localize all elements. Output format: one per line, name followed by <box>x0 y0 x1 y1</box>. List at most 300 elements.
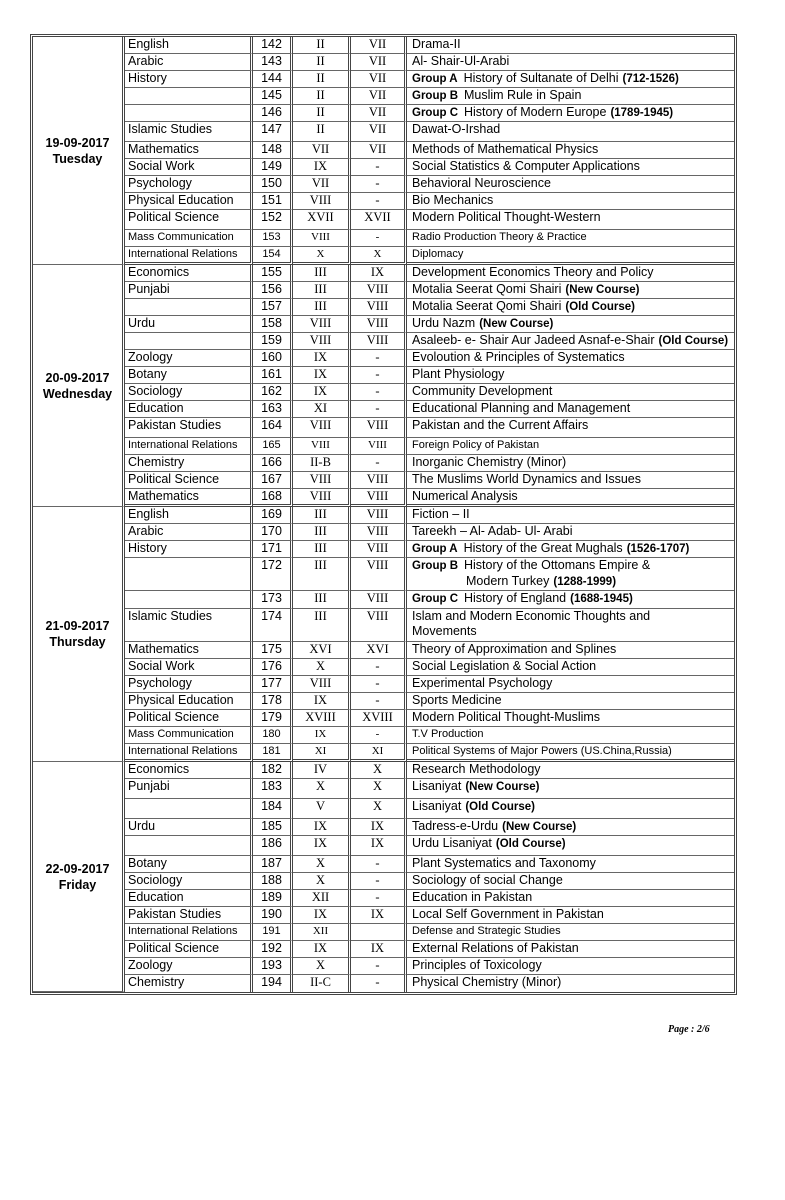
paper-title-cell <box>407 122 734 142</box>
paper-title-cell <box>407 975 734 992</box>
subject-cell: Physical Education <box>125 693 253 710</box>
table-row <box>33 856 734 873</box>
paper-title-cell <box>407 890 734 907</box>
subject-cell: Pakistan Studies <box>125 907 253 924</box>
semester-cell: III <box>293 507 351 524</box>
exam-date: 20-09-2017 <box>45 370 110 385</box>
semester-cell: VIII <box>293 489 351 507</box>
paper-title-cell <box>407 762 734 779</box>
semester-alt-cell: XVI <box>351 642 407 659</box>
table-row <box>33 142 734 159</box>
paper-title-cell <box>407 299 734 316</box>
paper-title: Urdu Lisaniyat <box>412 836 492 850</box>
paper-title-cell <box>407 609 734 642</box>
paper-title-cell <box>407 642 734 659</box>
paper-title-cell <box>407 799 734 819</box>
semester-cell: VIII <box>293 472 351 489</box>
subject-cell: International Relations <box>125 247 253 265</box>
subject-cell: History <box>125 71 253 88</box>
paper-code-cell: 154 <box>253 247 293 265</box>
semester-alt-cell: IX <box>351 819 407 836</box>
table-row <box>33 299 734 316</box>
semester-cell: III <box>293 524 351 541</box>
table-row <box>33 384 734 401</box>
paper-title: Defense and Strategic Studies <box>412 925 561 937</box>
semester-alt-cell: - <box>351 176 407 193</box>
semester-alt-cell: - <box>351 856 407 873</box>
course-note: (1526-1707) <box>626 543 690 555</box>
paper-title-cell <box>407 541 734 558</box>
paper-title: Research Methodology <box>412 762 541 776</box>
semester-alt-cell: - <box>351 159 407 176</box>
semester-alt-cell: X <box>351 779 407 799</box>
paper-title-cell <box>407 727 734 744</box>
paper-code-cell: 174 <box>253 609 293 642</box>
semester-cell: X <box>293 779 351 799</box>
paper-title-cell <box>407 819 734 836</box>
semester-alt-cell: - <box>351 659 407 676</box>
table-row <box>33 37 734 54</box>
paper-code-cell: 169 <box>253 507 293 524</box>
paper-title: External Relations of Pakistan <box>412 941 579 955</box>
semester-alt-cell: VIII <box>351 299 407 316</box>
paper-code-cell: 166 <box>253 455 293 472</box>
subject-cell: Mass Communication <box>125 230 253 247</box>
table-row <box>33 924 734 941</box>
paper-code-cell: 171 <box>253 541 293 558</box>
paper-code-cell: 187 <box>253 856 293 873</box>
course-note: (New Course) <box>565 284 640 296</box>
semester-alt-cell: XI <box>351 744 407 762</box>
semester-cell: II <box>293 54 351 71</box>
semester-cell: X <box>293 873 351 890</box>
subject-cell: Psychology <box>125 176 253 193</box>
paper-title: Tadress-e-Urdu <box>412 819 499 833</box>
exam-weekday: Tuesday <box>52 151 103 166</box>
paper-code-cell: 146 <box>253 105 293 122</box>
paper-code-cell: 190 <box>253 907 293 924</box>
semester-cell: IX <box>293 819 351 836</box>
semester-alt-cell: - <box>351 455 407 472</box>
paper-code-cell: 155 <box>253 265 293 282</box>
table-row <box>33 659 734 676</box>
semester-alt-cell: VII <box>351 37 407 54</box>
table-row <box>33 744 734 762</box>
subject-cell: Education <box>125 890 253 907</box>
semester-cell: XVIII <box>293 710 351 727</box>
paper-title-cell <box>407 489 734 507</box>
paper-title-cell <box>407 418 734 438</box>
paper-code-cell: 161 <box>253 367 293 384</box>
group-label: Group B <box>412 90 458 102</box>
semester-cell: III <box>293 541 351 558</box>
paper-title-cell <box>407 401 734 418</box>
paper-title-cell <box>407 941 734 958</box>
subject-cell: Psychology <box>125 676 253 693</box>
paper-title-cell <box>407 282 734 299</box>
semester-cell: II <box>293 105 351 122</box>
paper-code-cell: 172 <box>253 558 293 591</box>
paper-title: Sports Medicine <box>412 693 502 707</box>
table-row <box>33 890 734 907</box>
paper-title: Drama-II <box>412 37 461 51</box>
semester-alt-cell: VIII <box>351 438 407 455</box>
paper-code-cell: 159 <box>253 333 293 350</box>
paper-code-cell: 167 <box>253 472 293 489</box>
subject-cell: Sociology <box>125 384 253 401</box>
paper-title: Evoloution & Principles of Systematics <box>412 350 625 364</box>
paper-code-cell: 185 <box>253 819 293 836</box>
subject-cell: Arabic <box>125 524 253 541</box>
paper-title-cell <box>407 710 734 727</box>
paper-title-line2 <box>412 574 731 590</box>
semester-alt-cell <box>351 924 407 941</box>
table-row <box>33 210 734 230</box>
paper-code-cell: 188 <box>253 873 293 890</box>
paper-title-cell <box>407 873 734 890</box>
subject-cell: Mathematics <box>125 642 253 659</box>
semester-cell: XII <box>293 890 351 907</box>
paper-title: T.V Production <box>412 728 484 740</box>
paper-title: Radio Production Theory & Practice <box>412 231 587 243</box>
paper-title-cell <box>407 384 734 401</box>
table-row <box>33 836 734 856</box>
subject-cell: Economics <box>125 762 253 779</box>
paper-title-cell <box>407 924 734 941</box>
paper-title-cell <box>407 856 734 873</box>
table-row <box>33 489 734 507</box>
semester-cell: IX <box>293 836 351 856</box>
table-row <box>33 941 734 958</box>
paper-code-cell: 145 <box>253 88 293 105</box>
paper-code-cell: 177 <box>253 676 293 693</box>
paper-title-cell <box>407 438 734 455</box>
semester-alt-cell: VIII <box>351 507 407 524</box>
table-row <box>33 710 734 727</box>
semester-cell: IX <box>293 367 351 384</box>
paper-code-cell: 194 <box>253 975 293 992</box>
table-row <box>33 316 734 333</box>
subject-cell: Mathematics <box>125 489 253 507</box>
semester-cell: X <box>293 659 351 676</box>
subject-cell: Political Science <box>125 710 253 727</box>
table-row <box>33 642 734 659</box>
subject-cell: Chemistry <box>125 975 253 992</box>
paper-title-cell <box>407 558 734 591</box>
semester-alt-cell: X <box>351 247 407 265</box>
table-row <box>33 247 734 265</box>
paper-title: The Muslims World Dynamics and Issues <box>412 472 642 486</box>
subject-cell: Botany <box>125 856 253 873</box>
semester-alt-cell: - <box>351 975 407 992</box>
paper-title: Sociology of social Change <box>412 873 563 887</box>
group-label: Group C <box>412 107 458 119</box>
semester-cell: II <box>293 37 351 54</box>
semester-cell: XI <box>293 744 351 762</box>
paper-title-cell <box>407 316 734 333</box>
subject-cell: Urdu <box>125 316 253 333</box>
semester-cell: II <box>293 88 351 105</box>
semester-cell: IX <box>293 941 351 958</box>
semester-alt-cell: VII <box>351 105 407 122</box>
table-row <box>33 676 734 693</box>
paper-code-cell: 189 <box>253 890 293 907</box>
paper-title: Diplomacy <box>412 248 464 260</box>
paper-code-cell: 183 <box>253 779 293 799</box>
paper-title: Educational Planning and Management <box>412 401 631 415</box>
exam-weekday: Wednesday <box>42 386 113 401</box>
course-note: (Old Course) <box>495 838 566 850</box>
subject-cell <box>125 105 253 122</box>
semester-cell: X <box>293 856 351 873</box>
paper-title: History of Sultanate of Delhi <box>463 71 619 85</box>
table-row <box>33 762 734 779</box>
paper-title-cell <box>407 210 734 230</box>
table-row <box>33 333 734 350</box>
semester-cell: VIII <box>293 193 351 210</box>
semester-alt-cell: - <box>351 193 407 210</box>
paper-title: Islam and Modern Economic Thoughts and <box>412 609 651 623</box>
subject-cell: Chemistry <box>125 455 253 472</box>
paper-code-cell: 149 <box>253 159 293 176</box>
semester-alt-cell: - <box>351 676 407 693</box>
paper-code-cell: 157 <box>253 299 293 316</box>
paper-title: Inorganic Chemistry (Minor) <box>412 455 567 469</box>
paper-title-cell <box>407 37 734 54</box>
paper-code-cell: 176 <box>253 659 293 676</box>
table-row <box>33 159 734 176</box>
paper-title-cell <box>407 472 734 489</box>
subject-cell: International Relations <box>125 438 253 455</box>
semester-cell: XI <box>293 401 351 418</box>
paper-code-cell: 191 <box>253 924 293 941</box>
paper-title-cell <box>407 958 734 975</box>
paper-code-cell: 158 <box>253 316 293 333</box>
course-note: (New Course) <box>502 821 577 833</box>
day-cell <box>33 762 125 992</box>
paper-code-cell: 150 <box>253 176 293 193</box>
paper-title-cell <box>407 744 734 762</box>
course-note: (New Course) <box>479 318 554 330</box>
semester-cell: VIII <box>293 438 351 455</box>
paper-title: Foreign Policy of Pakistan <box>412 439 540 451</box>
paper-title-cell <box>407 907 734 924</box>
semester-cell: III <box>293 299 351 316</box>
table-row <box>33 609 734 642</box>
semester-alt-cell: VIII <box>351 558 407 591</box>
semester-cell: VIII <box>293 316 351 333</box>
table-row <box>33 193 734 210</box>
table-row <box>33 693 734 710</box>
table-row <box>33 54 734 71</box>
paper-code-cell: 186 <box>253 836 293 856</box>
subject-cell <box>125 558 253 591</box>
paper-title: Motalia Seerat Qomi Shairi <box>412 282 562 296</box>
paper-title-cell <box>407 54 734 71</box>
paper-code-cell: 180 <box>253 727 293 744</box>
paper-code-cell: 152 <box>253 210 293 230</box>
semester-cell: II <box>293 71 351 88</box>
semester-cell: VII <box>293 142 351 159</box>
semester-alt-cell: VII <box>351 122 407 142</box>
paper-title-line2 <box>412 624 731 639</box>
paper-title: Lisaniyat <box>412 799 462 813</box>
semester-cell: VIII <box>293 676 351 693</box>
semester-alt-cell: IX <box>351 907 407 924</box>
paper-title: History of the Ottomans Empire & <box>464 558 651 572</box>
semester-cell: VIII <box>293 333 351 350</box>
paper-title-cell <box>407 455 734 472</box>
paper-code-cell: 163 <box>253 401 293 418</box>
table-row <box>33 975 734 992</box>
semester-alt-cell: IX <box>351 941 407 958</box>
table-row <box>33 367 734 384</box>
table-row <box>33 438 734 455</box>
paper-title: Physical Chemistry (Minor) <box>412 975 562 989</box>
paper-code-cell: 142 <box>253 37 293 54</box>
paper-title-cell <box>407 693 734 710</box>
paper-code-cell: 175 <box>253 642 293 659</box>
subject-cell <box>125 88 253 105</box>
table-row <box>33 541 734 558</box>
paper-code-cell: 184 <box>253 799 293 819</box>
paper-title-cell <box>407 676 734 693</box>
subject-cell: Zoology <box>125 350 253 367</box>
paper-title: Motalia Seerat Qomi Shairi <box>412 299 562 313</box>
paper-code-cell: 144 <box>253 71 293 88</box>
semester-cell: IX <box>293 727 351 744</box>
paper-title-cell <box>407 350 734 367</box>
paper-title: Bio Mechanics <box>412 193 494 207</box>
table-row <box>33 472 734 489</box>
paper-title-cell <box>407 659 734 676</box>
subject-cell: Mass Communication <box>125 727 253 744</box>
semester-alt-cell: VIII <box>351 524 407 541</box>
course-note: (1789-1945) <box>610 107 674 119</box>
course-note: (Old Course) <box>658 335 729 347</box>
semester-cell: X <box>293 958 351 975</box>
table-row <box>33 350 734 367</box>
semester-cell: III <box>293 265 351 282</box>
semester-cell: XVII <box>293 210 351 230</box>
paper-title: Political Systems of Major Powers (US.China,Russia) <box>412 745 672 757</box>
semester-cell: III <box>293 591 351 609</box>
semester-alt-cell: VIII <box>351 316 407 333</box>
semester-cell: III <box>293 609 351 642</box>
semester-alt-cell: - <box>351 401 407 418</box>
semester-alt-cell: VIII <box>351 282 407 299</box>
table-row <box>33 418 734 438</box>
semester-alt-cell: VII <box>351 54 407 71</box>
semester-alt-cell: VIII <box>351 418 407 438</box>
paper-title-cell <box>407 836 734 856</box>
subject-cell: International Relations <box>125 924 253 941</box>
paper-title-cell <box>407 71 734 88</box>
subject-cell: Arabic <box>125 54 253 71</box>
paper-title: Development Economics Theory and Policy <box>412 265 654 279</box>
subject-cell: History <box>125 541 253 558</box>
subject-cell: Social Work <box>125 159 253 176</box>
table-row <box>33 873 734 890</box>
table-row <box>33 230 734 247</box>
table-row <box>33 524 734 541</box>
paper-title: Modern Political Thought-Muslims <box>412 710 601 724</box>
semester-alt-cell: - <box>351 693 407 710</box>
subject-cell <box>125 591 253 609</box>
subject-cell: Social Work <box>125 659 253 676</box>
table-row <box>33 88 734 105</box>
course-note: (1688-1945) <box>570 593 633 605</box>
semester-alt-cell: - <box>351 350 407 367</box>
paper-title: Education in Pakistan <box>412 890 533 904</box>
semester-alt-cell: VIII <box>351 472 407 489</box>
day-cell <box>33 265 125 507</box>
exam-weekday: Thursday <box>49 635 106 649</box>
subject-cell: Botany <box>125 367 253 384</box>
subject-cell <box>125 333 253 350</box>
semester-alt-cell: - <box>351 890 407 907</box>
exam-date: 19-09-2017 <box>45 135 110 150</box>
subject-cell: English <box>125 37 253 54</box>
page-number: Page : 2/6 <box>668 1024 710 1035</box>
semester-alt-cell: - <box>351 727 407 744</box>
paper-code-cell: 153 <box>253 230 293 247</box>
subject-cell: Economics <box>125 265 253 282</box>
semester-alt-cell: VIII <box>351 591 407 609</box>
paper-title: Al- Shair-Ul-Arabi <box>412 54 510 68</box>
day-cell <box>33 507 125 762</box>
paper-title-cell <box>407 193 734 210</box>
paper-title-cell <box>407 524 734 541</box>
paper-title: Social Legislation & Social Action <box>412 659 597 673</box>
paper-code-cell: 165 <box>253 438 293 455</box>
subject-cell: Zoology <box>125 958 253 975</box>
semester-cell: X <box>293 247 351 265</box>
paper-code-cell: 182 <box>253 762 293 779</box>
subject-cell <box>125 799 253 819</box>
semester-alt-cell: VIII <box>351 489 407 507</box>
subject-cell: Islamic Studies <box>125 122 253 142</box>
paper-title: Methods of Mathematical Physics <box>412 142 599 156</box>
subject-cell: Mathematics <box>125 142 253 159</box>
semester-cell: IX <box>293 693 351 710</box>
course-note: (712-1526) <box>622 73 679 85</box>
subject-cell: International Relations <box>125 744 253 762</box>
table-row <box>33 819 734 836</box>
paper-code-cell: 148 <box>253 142 293 159</box>
semester-cell: IX <box>293 384 351 401</box>
semester-alt-cell: - <box>351 367 407 384</box>
paper-title: Pakistan and the Current Affairs <box>412 418 589 432</box>
paper-title-cont: Modern Turkey <box>466 574 550 588</box>
subject-cell <box>125 836 253 856</box>
semester-cell: IX <box>293 159 351 176</box>
paper-code-cell: 193 <box>253 958 293 975</box>
paper-code-cell: 147 <box>253 122 293 142</box>
group-label: Group A <box>412 73 458 85</box>
table-row <box>33 779 734 799</box>
table-row <box>33 507 734 524</box>
paper-title-cell <box>407 367 734 384</box>
group-label: Group C <box>412 593 458 605</box>
paper-title-cell <box>407 507 734 524</box>
paper-title: Experimental Psychology <box>412 676 553 690</box>
subject-cell: Political Science <box>125 210 253 230</box>
table-row <box>33 265 734 282</box>
subject-cell <box>125 299 253 316</box>
subject-cell: Urdu <box>125 819 253 836</box>
table-row <box>33 282 734 299</box>
